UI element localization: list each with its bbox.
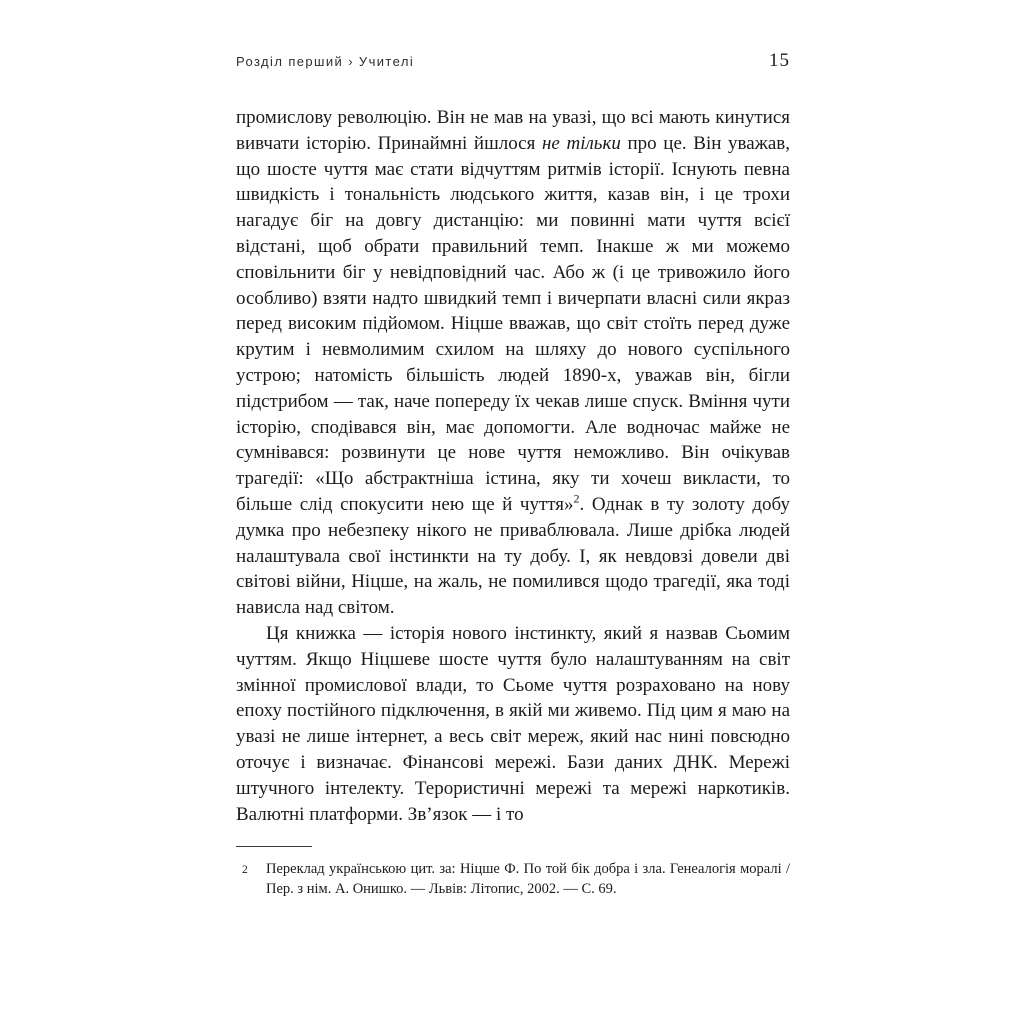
body-paragraph <box>236 105 790 621</box>
body-text <box>236 105 790 827</box>
text-run: Ця книжка — історія нового інстинкту, який я назвав Сьомим чуттям. Якщо Ніцшеве шосте чуття було налаштуванням на світ змінної промислової влади, то Сьоме чуття розраховано на нову епоху постійного підключення, в якій ми живемо. Під цим я маю на увазі не лише інтернет, а весь світ мереж, який нас нині повсюдно оточує і визначає. Фінансові мережі. Бази даних ДНК. Мережі штучного інтелекту. Терористичні мережі та мережі наркотиків. Валютні платформи. Зв’язок — і то <box>236 622 790 825</box>
footnote-marker: 2 <box>242 864 248 877</box>
footnote-text: Переклад українською цит. за: Ніцше Ф. По той бік добра і зла. Генеалогія моралі / Пер. з нім. А. Онишко. — Львів: Літопис, 2002. — С. 69. <box>266 861 790 897</box>
page-content <box>236 50 790 900</box>
footnote-reference: 2 <box>573 491 580 506</box>
text-run: . Однак в ту золоту добу думка про небезпеку нікого не приваблювала. Лише дрібка людей налаштувала свої інстинкти на ту добу. І, як невдовзі довели дві світові війни, Ніцше, на жаль, не помилився щодо трагедії, яка тоді нависла над світом. <box>236 493 790 619</box>
body-paragraph <box>236 621 790 827</box>
text-run: промислову революцію. Він не мав на увазі, що всі мають кинутися вивчати історію. Принаймні йшлося <box>236 107 790 154</box>
running-head: Розділ перший › Учителі <box>236 54 415 69</box>
text-run: не тільки <box>542 132 621 154</box>
footnote-divider <box>236 846 312 847</box>
footnote <box>236 860 790 899</box>
page-number: 15 <box>769 50 790 71</box>
page-header <box>236 50 790 72</box>
text-run: про це. Він уважав, що шосте чуття має стати відчуттям ритмів історії. Існують певна швидкість і тональність людського життя, казав він, і це трохи нагадує біг на довгу дистанцію: ми повинні мати чуття всієї відстані, щоб обрати правильний темп. Інакше ж ми можемо сповільнити біг у невідповідний час. Або ж (і це тривожило його особливо) взяти надто швидкий темп і вичерпати власні сили якраз перед високим підйомом. Ніцше вважав, що світ стоїть перед дуже крутим і невмолимим схилом на шляху до нового суспільного устрою; натомість більшість людей 1890-х, уважав він, бігли підстрибом — так, наче попереду їх чекав лише спуск. Вміння чути історію, сподівався він, має допомогти. Але водночас майже не сумнівався: розвинути це нове чуття неможливо. Він очікував трагедії: «Що абстрактніша істина, яку ти хочеш викласти, то більше слід спокусити нею ще й чуття» <box>236 132 790 515</box>
